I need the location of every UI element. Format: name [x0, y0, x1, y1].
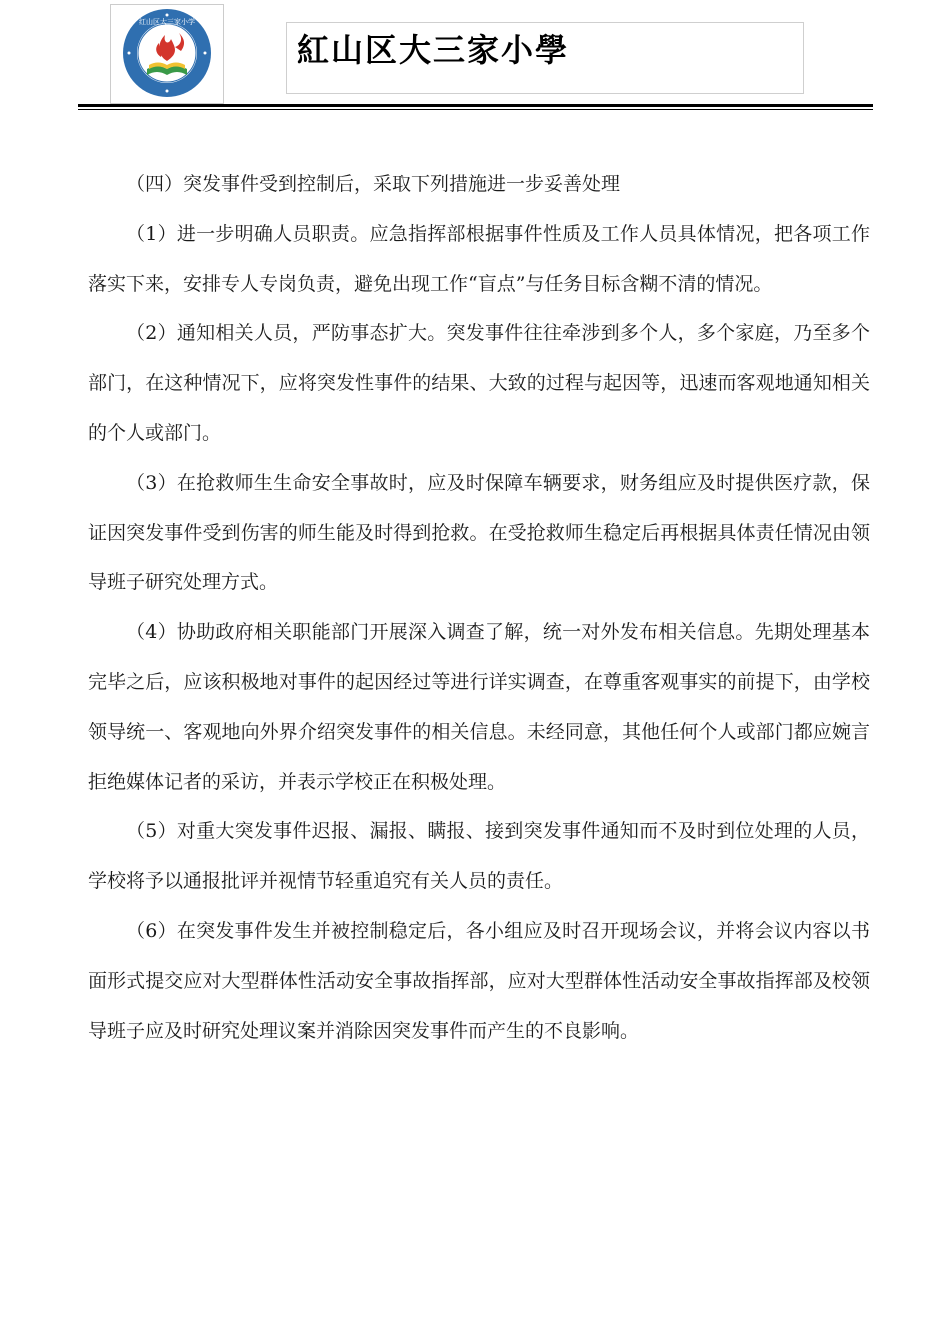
- document-body: [88, 160, 870, 1056]
- page-header: [0, 0, 950, 120]
- paragraph-5: （5）对重大突发事件迟报、漏报、瞒报、接到突发事件通知而不及时到位处理的人员，学校将予以通报批评并视情节轻重追究有关人员的责任。: [88, 820, 870, 893]
- paragraph-6: （6）在突发事件发生并被控制稳定后，各小组应及时召开现场会议，并将会议内容以书面形式提交应对大型群体性活动安全事故指挥部，应对大型群体性活动安全事故指挥部及校领导班子应及时研究处理议案并消除因突发事件而产生的不良影响。: [88, 919, 870, 1042]
- school-name: 紅山区大三家小學: [297, 31, 570, 69]
- section-heading: （四）突发事件受到控制后，采取下列措施进一步妥善处理: [126, 173, 621, 195]
- svg-text:红山区大三家小学: 红山区大三家小学: [139, 18, 195, 26]
- paragraph-3: （3）在抢救师生生命安全事故时，应及时保障车辆要求，财务组应及时提供医疗款，保证因突发事件受到伤害的师生能及时得到抢救。在受抢救师生稳定后再根据具体责任情况由领导班子研究处理方式。: [88, 471, 870, 594]
- paragraph-4: （4）协助政府相关职能部门开展深入调查了解，统一对外发布相关信息。先期处理基本完毕之后，应该积极地对事件的起因经过等进行详实调查，在尊重客观事实的前提下，由学校领导统一、客观地向外界介绍突发事件的相关信息。未经同意，其他任何个人或部门都应婉言拒绝媒体记者的采访，并表示学校正在积极处理。: [88, 621, 870, 793]
- paragraph-2: （2）通知相关人员，严防事态扩大。突发事件往往牵涉到多个人，多个家庭，乃至多个部门，在这种情况下，应将突发性事件的结果、大致的过程与起因等，迅速而客观地通知相关的个人或部门。: [88, 322, 870, 444]
- header-rule-thin: [78, 109, 873, 110]
- school-logo: [110, 4, 224, 104]
- school-title-box: [286, 22, 804, 94]
- school-emblem-icon: [121, 7, 213, 99]
- header-rule-thick: [78, 104, 873, 107]
- paragraph-1: （1）进一步明确人员职责。应急指挥部根据事件性质及工作人员具体情况，把各项工作落实下来，安排专人专岗负责，避免出现工作“盲点”与任务目标含糊不清的情况。: [88, 222, 870, 295]
